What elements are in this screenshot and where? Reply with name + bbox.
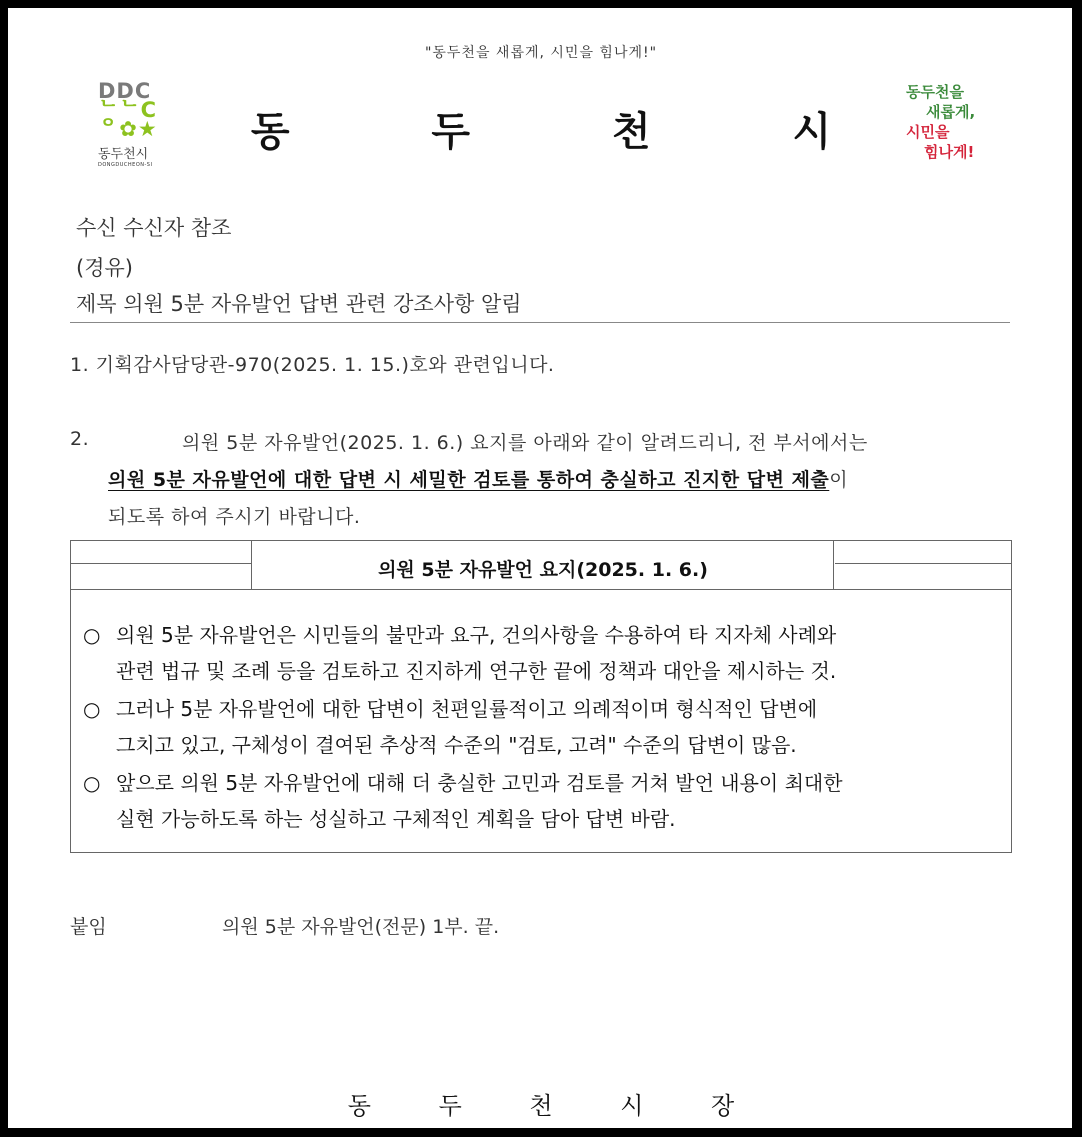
- summary-box-title: 의원 5분 자유발언 요지(2025. 1. 6.): [378, 559, 708, 581]
- logo-row-1: DDC: [98, 79, 152, 103]
- box-title-right-edge: [833, 541, 834, 589]
- box-title-left-edge: [251, 541, 252, 589]
- attachment-text: 의원 5분 자유발언(전문) 1부. 끝.: [222, 916, 500, 938]
- summary-item: [83, 617, 836, 689]
- header-slogan: "동두천을 새롭게, 시민을 힘나게!": [424, 45, 658, 61]
- summary-item: [83, 691, 817, 763]
- recipient-line: 수신 수신자 참조: [76, 216, 232, 240]
- slogan-logo: [906, 82, 975, 162]
- bullet-circle-icon: ○: [83, 623, 101, 647]
- slogan-logo-line2: 새롭게,: [926, 103, 976, 121]
- summary-item-line1: 앞으로 의원 5분 자유발언에 대해 더 충실한 고민과 검토를 거쳐 발언 내용이 최대한: [116, 771, 843, 795]
- paragraph-2-line2-tail: 이: [829, 469, 849, 491]
- box-header-rule: [71, 589, 1011, 590]
- paragraph-2-line3: 되도록 하여 주시기 바랍니다.: [108, 506, 361, 528]
- paragraph-2-line1: 의원 5분 자유발언(2025. 1. 6.) 요지를 아래와 같이 알려드리니, 전 부서에서는: [182, 432, 868, 454]
- logo-name: 동두천시: [98, 147, 149, 162]
- emphasis-underline: 의원 5분 자유발언에 대한 답변 시 세밀한 검토를 통하여 충실하고 진지한 답변 제출: [108, 469, 830, 491]
- header-divider: [70, 322, 1010, 323]
- logo-row-3: ᄋ✿★: [98, 117, 158, 141]
- summary-item-line2: 그치고 있고, 구체성이 결여된 추상적 수준의 "검토, 고려" 수준의 답변이 많음.: [116, 733, 797, 757]
- bullet-circle-icon: ○: [83, 697, 101, 721]
- via-line: (경유): [76, 256, 133, 280]
- document-page: [6, 6, 1074, 1130]
- subject-line: 제목 의원 5분 자유발언 답변 관련 강조사항 알림: [76, 292, 522, 316]
- paragraph-1: 1. 기획감사담당관-970(2025. 1. 15.)호와 관련입니다.: [70, 354, 555, 376]
- signature: 동 두 천 시 장: [347, 1092, 765, 1120]
- paragraph-2-number: 2.: [70, 428, 90, 450]
- paragraph-2-line2: [108, 465, 848, 492]
- summary-item-line2: 관련 법규 및 조례 등을 검토하고 진지하게 연구한 끝에 정책과 대안을 제시하는 것.: [116, 659, 837, 683]
- box-left-rule: [71, 563, 251, 564]
- bullet-circle-icon: ○: [83, 771, 101, 795]
- summary-item-line1: 의원 5분 자유발언은 시민들의 불만과 요구, 건의사항을 수용하여 타 지자체 사례와: [116, 623, 837, 647]
- summary-item-line2: 실현 가능하도록 하는 성실하고 구체적인 계획을 담아 답변 바람.: [116, 807, 676, 831]
- summary-box: [70, 540, 1012, 853]
- summary-item-line1: 그러나 5분 자유발언에 대한 답변이 천편일률적이고 의례적이며 형식적인 답변에: [116, 697, 818, 721]
- logo-row-2: ᄂᄂC: [98, 98, 157, 122]
- logo-name-en: DONGDUCHEON-SI: [98, 162, 153, 168]
- slogan-logo-line4: 힘나게!: [924, 143, 975, 161]
- slogan-logo-line1: 동두천을: [906, 83, 964, 101]
- box-right-rule: [835, 563, 1011, 564]
- summary-item: [83, 765, 843, 837]
- slogan-logo-line3: 시민을: [906, 123, 950, 141]
- attachment-label: 붙임: [70, 916, 107, 938]
- document-title: 동 두 천 시: [250, 109, 896, 155]
